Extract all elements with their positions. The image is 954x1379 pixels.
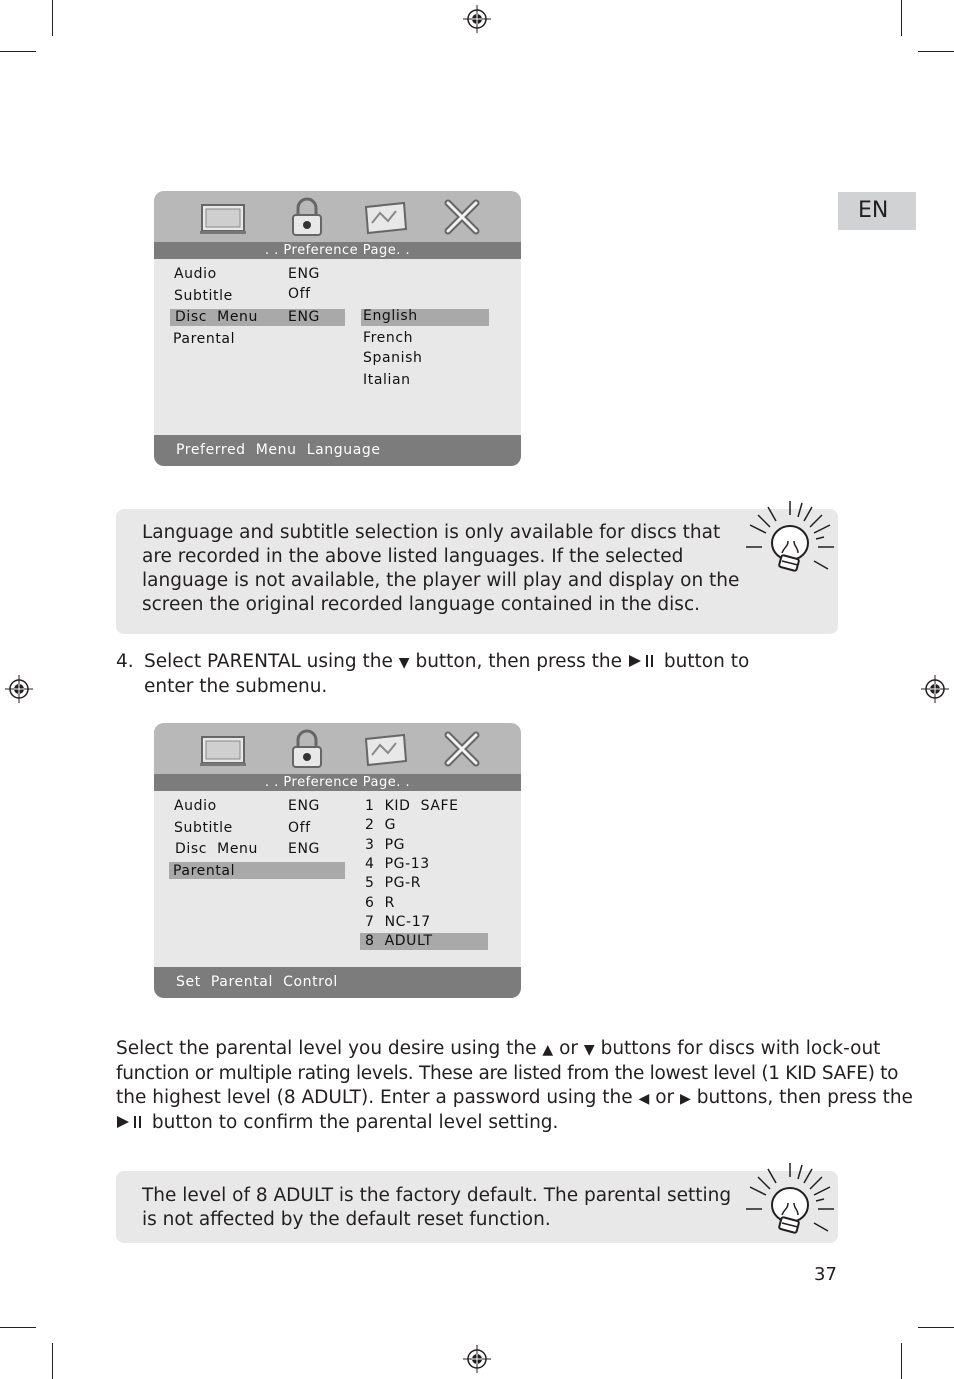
osd-screen-parental (154, 723, 521, 998)
osd-footer-text: Preferred Menu Language (176, 442, 381, 458)
osd-icon-bar (154, 723, 521, 775)
padlock-icon (289, 729, 325, 769)
menu-label-subtitle[interactable]: Subtitle (174, 288, 233, 304)
level-item[interactable]: 6 R (365, 895, 395, 911)
up-arrow-icon: ▲ (542, 1042, 554, 1058)
registration-mark-icon (463, 1345, 491, 1373)
menu-label-audio[interactable]: Audio (174, 798, 217, 814)
paragraph-text: or (559, 1038, 579, 1059)
menu-label-audio[interactable]: Audio (174, 266, 217, 282)
menu-label-disc-menu[interactable]: Disc Menu (175, 309, 258, 325)
menu-label-subtitle[interactable]: Subtitle (174, 820, 233, 836)
play-pause-icon (628, 654, 658, 668)
tip-text: The level of 8 ADULT is the factory default. The parental setting is not affected by the default reset function. (142, 1185, 732, 1230)
play-pause-icon (116, 1115, 146, 1129)
osd-page-header: . . Preference Page. . (154, 242, 521, 259)
option-italian[interactable]: Italian (363, 372, 411, 388)
osd-icon-bar (154, 191, 521, 243)
left-arrow-icon: ◀ (638, 1091, 650, 1107)
step-text-c: button to enter the submenu. (144, 651, 750, 697)
crop-mark (52, 0, 53, 36)
crop-mark (901, 0, 902, 36)
step-number: 4. (116, 651, 134, 672)
menu-value-disc-menu: ENG (288, 841, 320, 857)
paragraph-text: or (655, 1087, 675, 1108)
step-text (144, 650, 794, 699)
paragraph-line (116, 1111, 846, 1135)
crop-mark (901, 1343, 902, 1379)
menu-value-audio: ENG (288, 266, 320, 282)
paragraph-line: function or multiple rating levels. These are listed from the lowest level (1 KID SAFE) to (116, 1063, 899, 1084)
tip-text: Language and subtitle selection is only available for discs that are recorded in the above listed languages. If the selected language is not available, the player will play and display on the screen the original recorded language contained in the disc. (142, 522, 740, 615)
language-tab (838, 192, 916, 230)
osd-footer-text: Set Parental Control (176, 974, 338, 990)
tip-box (116, 509, 838, 634)
level-item[interactable]: 7 NC-17 (365, 914, 431, 930)
exit-x-icon (442, 197, 482, 237)
registration-mark-icon (463, 5, 491, 33)
page-number: 37 (814, 1264, 837, 1285)
paragraph-text: Select the parental level you desire using the (116, 1038, 537, 1059)
option-english[interactable]: English (363, 308, 418, 324)
menu-value-subtitle: Off (288, 820, 311, 836)
option-french[interactable]: French (363, 330, 414, 346)
crop-mark (0, 1327, 36, 1328)
osd-footer (154, 967, 521, 998)
paragraph-text: the highest level (8 ADULT). Enter a password using the (116, 1087, 633, 1108)
crop-mark (52, 1343, 53, 1379)
right-arrow-icon: ▶ (680, 1091, 691, 1107)
level-item[interactable]: 2 G (365, 817, 397, 833)
menu-value-subtitle: Off (288, 286, 311, 302)
settings-picture-icon (362, 197, 410, 237)
menu-label-disc-menu[interactable]: Disc Menu (175, 841, 258, 857)
registration-mark-icon (5, 675, 33, 703)
step-text-a: Select PARENTAL using the (144, 651, 393, 672)
down-arrow-icon: ▼ (398, 655, 410, 671)
level-item[interactable]: 3 PG (365, 837, 406, 853)
down-arrow-icon: ▼ (583, 1042, 595, 1058)
settings-picture-icon (362, 729, 410, 769)
exit-x-icon (442, 729, 482, 769)
osd-footer (154, 435, 521, 466)
level-item[interactable]: 1 KID SAFE (365, 798, 459, 814)
crop-mark (918, 1327, 954, 1328)
instruction-paragraph (116, 1037, 913, 1135)
osd-screen-menu-language (154, 191, 521, 466)
paragraph-text: button to confirm the parental level setting. (151, 1112, 559, 1133)
paragraph-line (116, 1086, 913, 1111)
menu-value-disc-menu: ENG (288, 309, 320, 325)
option-spanish[interactable]: Spanish (363, 350, 423, 366)
level-item[interactable]: 5 PG-R (365, 875, 422, 891)
lightbulb-icon (742, 497, 838, 593)
menu-label-parental[interactable]: Parental (173, 331, 236, 347)
osd-page-header: . . Preference Page. . (154, 774, 521, 791)
step-text-b: button, then press the (415, 651, 623, 672)
crop-mark (918, 51, 954, 52)
lightbulb-icon (742, 1159, 838, 1255)
menu-label-parental[interactable]: Parental (173, 863, 236, 879)
level-item-selected[interactable]: 8 ADULT (365, 933, 433, 949)
language-tab-label: EN (858, 198, 889, 223)
monitor-icon (198, 197, 250, 237)
tip-box (116, 1171, 838, 1243)
monitor-icon (198, 729, 250, 769)
paragraph-text: buttons for discs with lock-out (600, 1038, 881, 1059)
menu-value-audio: ENG (288, 798, 320, 814)
registration-mark-icon (921, 675, 949, 703)
paragraph-text: buttons, then press the (696, 1087, 913, 1108)
padlock-icon (289, 197, 325, 237)
paragraph-line (116, 1037, 881, 1062)
crop-mark (0, 51, 36, 52)
level-item[interactable]: 4 PG-13 (365, 856, 430, 872)
